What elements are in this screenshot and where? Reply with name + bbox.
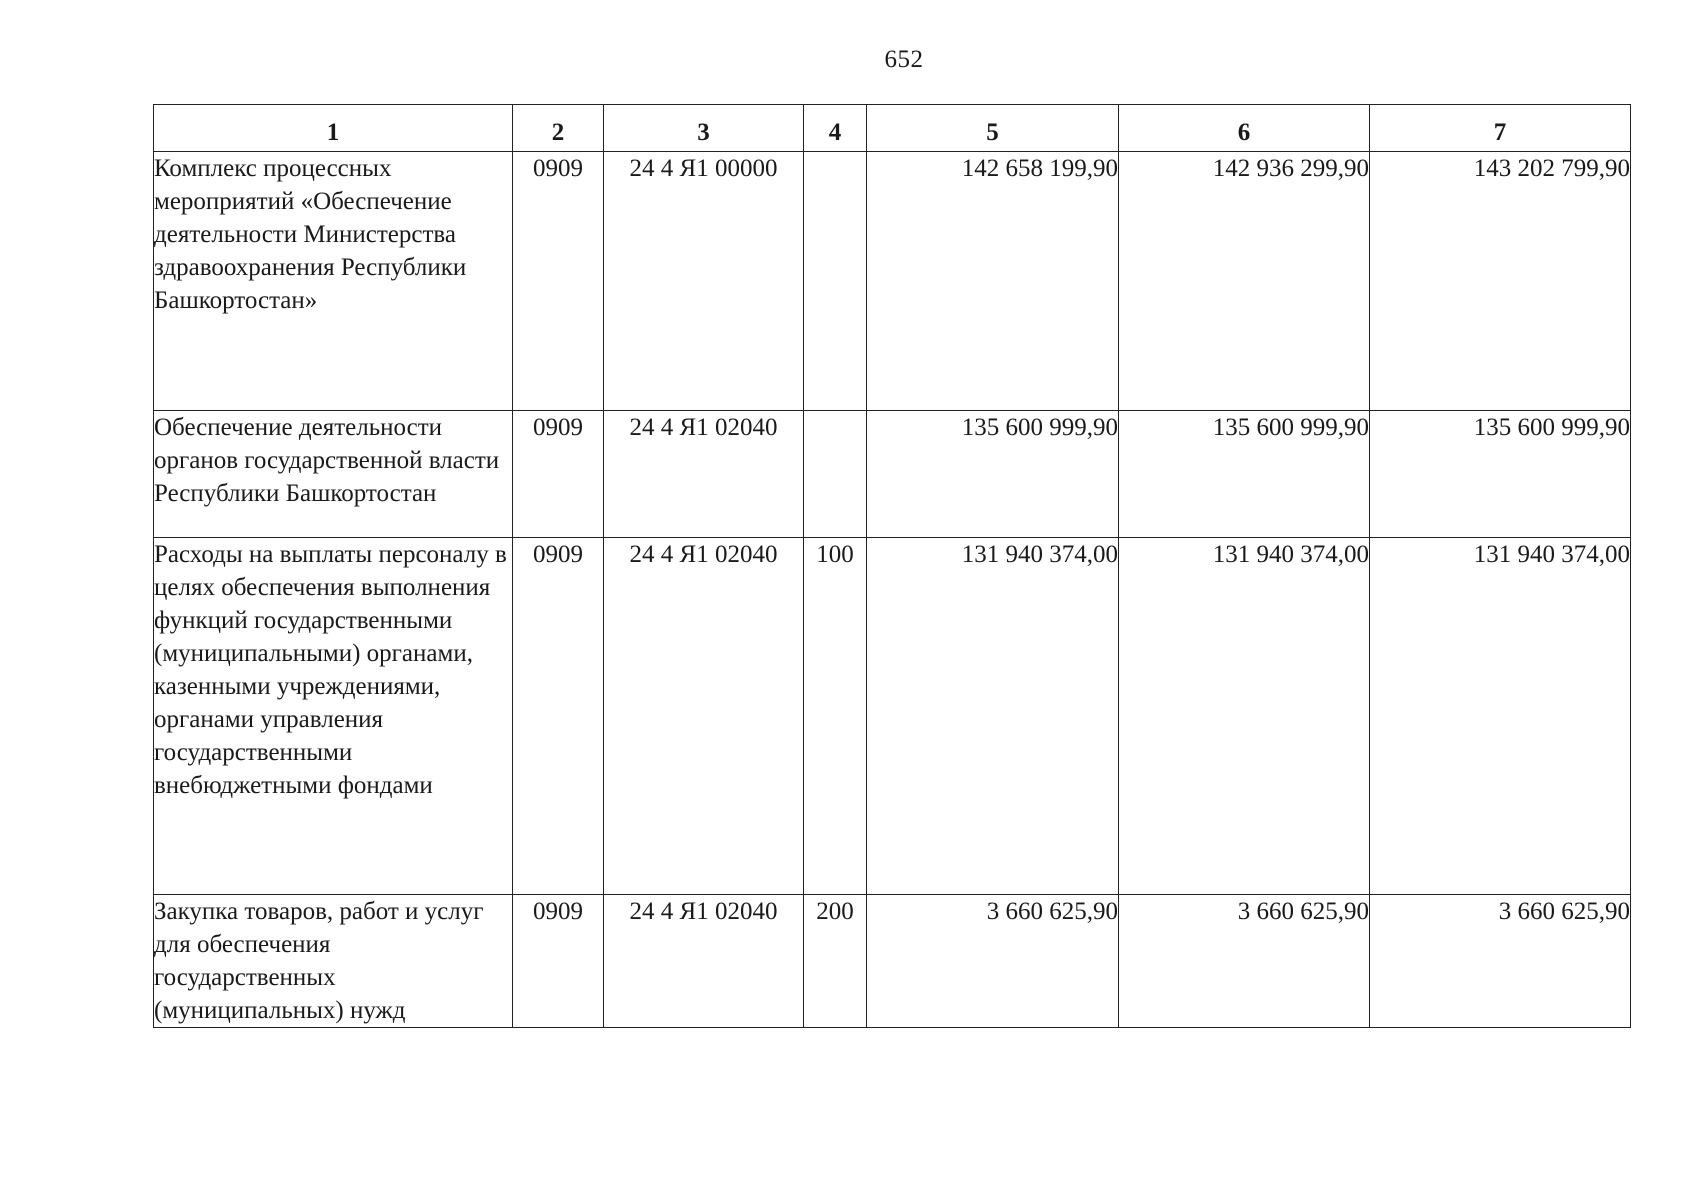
column-header: 1 xyxy=(154,105,513,152)
row-amount-3: 143 202 799,90 xyxy=(1370,152,1631,411)
row-expense-type xyxy=(804,152,867,411)
row-amount-1: 131 940 374,00 xyxy=(867,538,1119,895)
row-name: Обеспечение деятельности органов государственной власти Республики Башкортостан xyxy=(154,411,513,538)
column-header: 4 xyxy=(804,105,867,152)
row-name: Комплекс процессных мероприятий «Обеспечение деятельности Министерства здравоохранения Республики Башкортостан» xyxy=(154,152,513,411)
row-section: 0909 xyxy=(513,152,604,411)
column-header: 2 xyxy=(513,105,604,152)
table-row xyxy=(154,411,1631,538)
row-amount-2: 142 936 299,90 xyxy=(1119,152,1370,411)
row-amount-1: 3 660 625,90 xyxy=(867,895,1119,1028)
row-target: 24 4 Я1 00000 xyxy=(604,152,804,411)
row-target: 24 4 Я1 02040 xyxy=(604,895,804,1028)
row-amount-2: 131 940 374,00 xyxy=(1119,538,1370,895)
budget-table xyxy=(153,104,1631,1028)
column-header: 3 xyxy=(604,105,804,152)
row-section: 0909 xyxy=(513,411,604,538)
table-row xyxy=(154,538,1631,895)
row-name: Расходы на выплаты персоналу в целях обеспечения выполнения функций государственными (муниципальными) органами, казенными учреждениями, органами управления государственными внебюджетными фондами xyxy=(154,538,513,895)
column-header: 6 xyxy=(1119,105,1370,152)
row-section: 0909 xyxy=(513,895,604,1028)
table-row xyxy=(154,152,1631,411)
row-expense-type xyxy=(804,411,867,538)
column-header: 5 xyxy=(867,105,1119,152)
row-amount-2: 135 600 999,90 xyxy=(1119,411,1370,538)
row-expense-type: 200 xyxy=(804,895,867,1028)
row-amount-3: 3 660 625,90 xyxy=(1370,895,1631,1028)
row-amount-3: 131 940 374,00 xyxy=(1370,538,1631,895)
row-section: 0909 xyxy=(513,538,604,895)
row-name: Закупка товаров, работ и услуг для обеспечения государственных (муниципальных) нужд xyxy=(154,895,513,1028)
row-amount-2: 3 660 625,90 xyxy=(1119,895,1370,1028)
row-amount-1: 135 600 999,90 xyxy=(867,411,1119,538)
row-target: 24 4 Я1 02040 xyxy=(604,411,804,538)
page-number: 652 xyxy=(884,46,924,73)
table-row xyxy=(154,895,1631,1028)
table-header-row xyxy=(154,105,1631,152)
row-amount-1: 142 658 199,90 xyxy=(867,152,1119,411)
row-expense-type: 100 xyxy=(804,538,867,895)
column-header: 7 xyxy=(1370,105,1631,152)
row-amount-3: 135 600 999,90 xyxy=(1370,411,1631,538)
row-target: 24 4 Я1 02040 xyxy=(604,538,804,895)
